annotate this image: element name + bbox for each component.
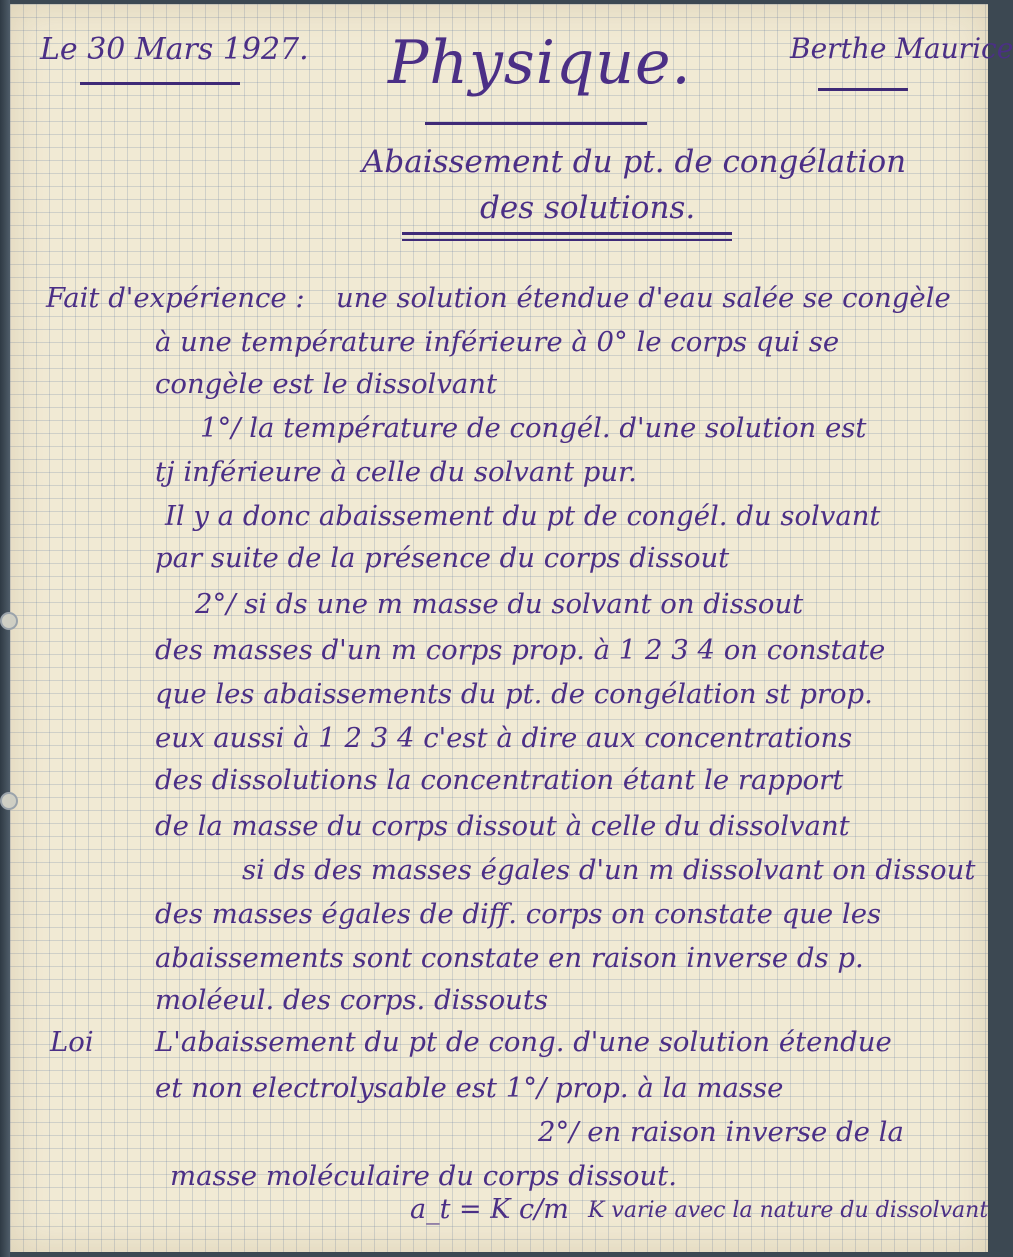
body-line: congèle est le dissolvant (155, 368, 498, 400)
date-underline (80, 82, 240, 85)
body-line: moléeul. des corps. dissouts (155, 984, 549, 1016)
author-signature: Berthe Maurice (790, 32, 1013, 65)
body-line: 2°/ si ds une m masse du solvant on dissout (195, 588, 804, 620)
loi-line: L'abaissement du pt de cong. d'une solution étendue (155, 1026, 892, 1058)
body-line: à une température inférieure à 0° le corps qui se (155, 326, 840, 358)
body-line: si ds des masses égales d'un m dissolvant on dissout (242, 854, 976, 886)
fait-label: Fait d'expérience : (46, 282, 305, 314)
binder-hole (0, 792, 18, 810)
author-underline (818, 88, 908, 91)
body-line: 1°/ la température de congél. d'une solution est (200, 412, 867, 444)
loi-line: 2°/ en raison inverse de la (538, 1116, 904, 1148)
loi-line: et non electrolysable est 1°/ prop. à la masse (155, 1072, 784, 1104)
loi-label: Loi (50, 1026, 94, 1058)
body-line: que les abaissements du pt. de congélation st prop. (155, 678, 873, 710)
body-line: des masses égales de diff. corps on constate que les (155, 898, 882, 930)
body-line: des dissolutions la concentration étant le rapport (155, 764, 844, 796)
formula-note: K varie avec la nature du dissolvant (588, 1198, 989, 1223)
page-title: Physique. (388, 28, 692, 98)
body-line: eux aussi à 1 2 3 4 c'est à dire aux concentrations (155, 722, 853, 754)
binder-hole (0, 612, 18, 630)
body-line: de la masse du corps dissout à celle du dissolvant (155, 810, 850, 842)
formula: a_t = K c/m (410, 1194, 569, 1225)
subtitle-underline-2 (402, 239, 732, 241)
subtitle-line-2: des solutions. (480, 190, 696, 226)
date: Le 30 Mars 1927. (40, 32, 309, 67)
body-line: tj inférieure à celle du solvant pur. (155, 456, 637, 488)
loi-line: masse moléculaire du corps dissout. (170, 1160, 677, 1192)
body-line: une solution étendue d'eau salée se congèle (336, 282, 951, 314)
body-line: Il y a donc abaissement du pt de congél. du solvant (165, 500, 881, 532)
subtitle-line-1: Abaissement du pt. de congélation (362, 144, 907, 180)
title-underline (425, 122, 647, 125)
body-line: abaissements sont constate en raison inverse ds p. (155, 942, 864, 974)
subtitle-underline-1 (402, 232, 732, 235)
body-line: par suite de la présence du corps dissout (155, 542, 730, 574)
notebook-page (10, 4, 1013, 1252)
body-line: des masses d'un m corps prop. à 1 2 3 4 on constate (155, 634, 886, 666)
